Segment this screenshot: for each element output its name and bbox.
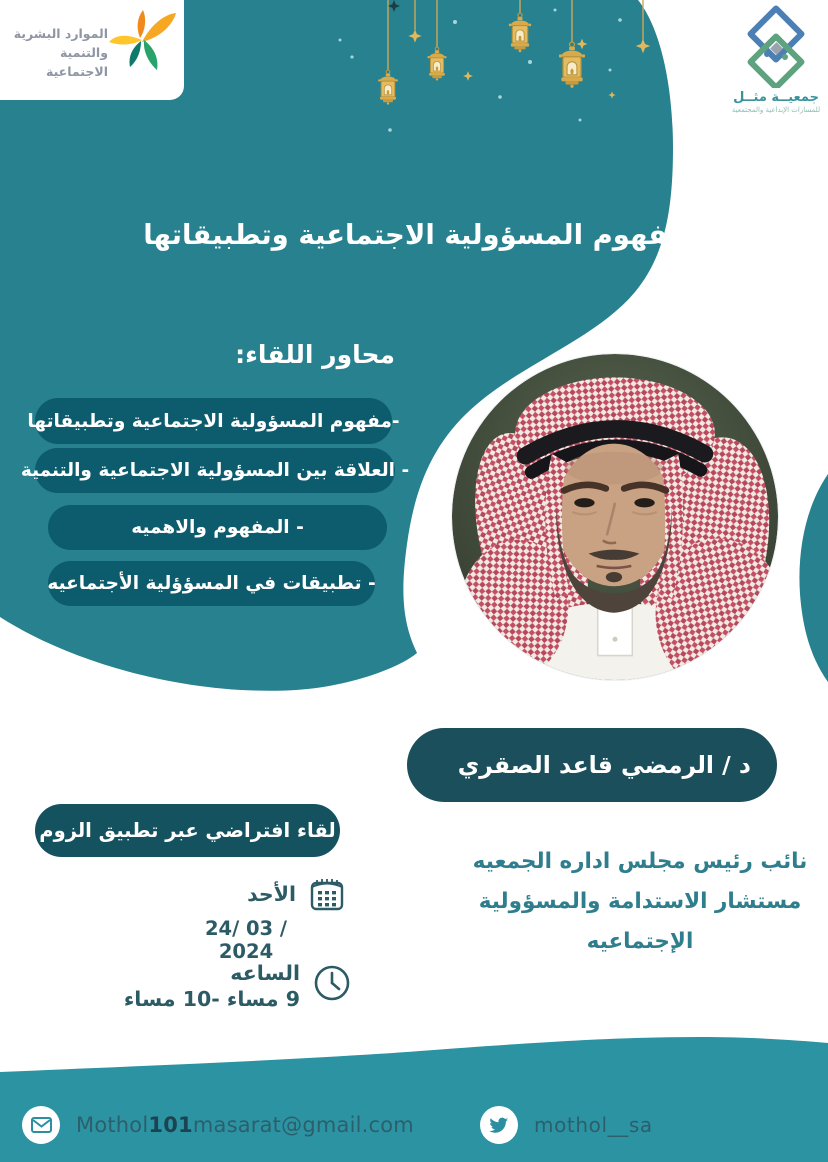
meeting-format-label: لقاء افتراضي عبر تطبيق الزوم — [39, 819, 336, 842]
ministry-logo-text — [4, 25, 108, 81]
email-address: Mothol101masarat@gmail.com — [76, 1113, 414, 1137]
time-value: 9 مساء -10 مساء — [123, 986, 300, 1011]
diamond-logo-icon — [726, 4, 826, 88]
meeting-time-row — [124, 961, 352, 1012]
speaker-name-pill — [407, 728, 777, 802]
association-name: جمعيــة مثــل — [733, 90, 819, 105]
topic-pill: - تطبيقات في المسؤؤلية الأجتماعيه — [48, 561, 375, 606]
envelope-icon — [22, 1106, 60, 1144]
association-tagline: للمسارات الإبداعية والمجتمعية — [731, 106, 821, 114]
twitter-contact[interactable] — [480, 1106, 653, 1144]
twitter-handle: mothol__sa — [534, 1113, 653, 1137]
time-label: الساعه — [230, 961, 300, 985]
topic-pill: - المفهوم والاهميه — [48, 505, 387, 550]
twitter-icon — [480, 1106, 518, 1144]
ministry-logo-text-line2: والتنمية الاجتماعية — [46, 44, 108, 79]
speaker-role-line: الإجتماعيه — [586, 929, 694, 954]
calendar-icon — [309, 876, 345, 912]
ministry-logo-icon — [106, 4, 178, 78]
topic-pill: -مفهوم المسؤولية الاجتماعية وتطبيقاتها — [35, 398, 392, 444]
ministry-logo-text-line1: الموارد البشرية — [13, 26, 108, 41]
day-label: الأحد — [247, 882, 296, 906]
speaker-name: د / الرمضي قاعد الصقري — [457, 751, 751, 779]
speaker-portrait-illustration — [452, 354, 778, 680]
clock-icon — [312, 963, 352, 1003]
right-edge-accent — [799, 474, 828, 682]
meeting-format-pill — [35, 804, 340, 857]
association-logo — [726, 4, 826, 114]
speaker-photo — [452, 354, 778, 680]
email-contact[interactable] — [22, 1106, 414, 1144]
topics-heading: محاور اللقاء: — [235, 340, 395, 369]
ministry-logo — [0, 0, 184, 100]
speaker-role-line: نائب رئيس مجلس اداره الجمعيه — [472, 849, 808, 874]
topic-pill: - العلاقة بين المسؤولية الاجتماعية والتنمية — [35, 448, 395, 493]
speaker-role-line: مستشار الاستدامة والمسؤولية — [478, 889, 802, 914]
meeting-day-row — [247, 876, 345, 912]
date-value: 24/ 03 / 2024 — [204, 917, 288, 963]
speaker-role — [470, 842, 810, 962]
event-title: مفهوم المسؤولية الاجتماعية وتطبيقاتها — [143, 219, 685, 251]
